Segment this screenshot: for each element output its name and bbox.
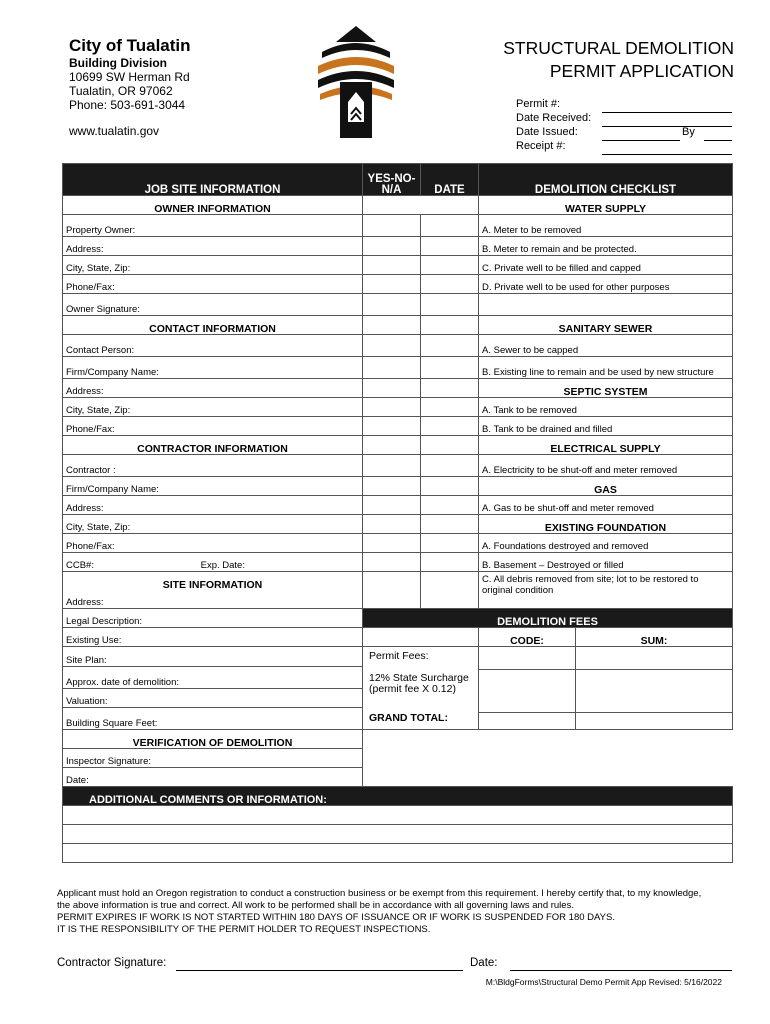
water-b-yesno[interactable] [363,237,421,256]
receipt-number-line[interactable] [602,154,732,155]
form-title-line1: STRUCTURAL DEMOLITION [503,38,734,58]
foundation-a-item: A. Foundations destroyed and removed [479,534,733,553]
contractor-ccb-field[interactable] [63,553,363,572]
contact-info-heading: CONTACT INFORMATION [63,316,363,335]
sanitary-sewer-heading: SANITARY SEWER [479,316,733,335]
septic-b-yesno[interactable] [363,417,421,436]
contractor-address-field[interactable]: Address: [63,496,363,515]
water-d-item: D. Private well to be used for other purposes [479,275,733,294]
foundation-b-date[interactable] [421,553,479,572]
permit-fee-code[interactable] [479,647,576,669]
permit-number-label: Permit #: [516,98,561,110]
owner-address-field[interactable]: Address: [63,237,363,256]
org-address1: 10699 SW Herman Rd [69,70,190,84]
yes-no-header: YES-NO-N/A [363,164,421,196]
owner-phone-field[interactable]: Phone/Fax: [63,275,363,294]
exp-date-label: Exp. Date: [200,559,245,571]
sewer-b-item: B. Existing line to remain and be used by new structure [479,357,733,379]
contact-person-field[interactable]: Contact Person: [63,335,363,357]
date-issued-label: Date Issued: [516,126,578,138]
spacer-cell [363,515,421,534]
water-b-item: B. Meter to remain and be protected. [479,237,733,256]
spacer-cell [421,294,479,316]
gas-a-yesno[interactable] [363,496,421,515]
verification-date-field[interactable]: Date: [63,768,363,787]
spacer-cell [363,294,421,316]
contact-city-field[interactable]: City, State, Zip: [63,398,363,417]
water-a-date[interactable] [421,215,479,237]
electrical-a-item: A. Electricity to be shut-off and meter removed [479,455,733,477]
electrical-a-date[interactable] [421,455,479,477]
spacer-cell [363,196,479,215]
form-footer: M:\BldgForms\Structural Demo Permit App Revised: 5/16/2022 [485,977,722,987]
existing-foundation-heading: EXISTING FOUNDATION [479,515,733,534]
date-received-row [516,112,732,127]
checklist-header: DEMOLITION CHECKLIST [479,164,733,196]
foundation-c-item: C. All debris removed from site; lot to be restored to original condition [479,572,733,609]
water-c-yesno[interactable] [363,256,421,275]
org-address2: Tualatin, OR 97062 [69,84,173,98]
legal-line-1: Applicant must hold an Oregon registration to conduct a construction business or be exempt from this requirement. I hereby certify that, to my knowledge, the above information is true and correct. All work to be performed shall be in accordance with all governing laws and rules. [57,888,702,911]
form-title [503,37,734,83]
fee-labels-cell [363,647,479,730]
water-c-date[interactable] [421,256,479,275]
spacer-cell [363,730,733,749]
fees-sum-header: SUM: [640,635,668,647]
water-a-item: A. Meter to be removed [479,215,733,237]
foundation-c-date[interactable] [421,572,479,609]
contractor-signature-label: Contractor Signature: [57,957,167,969]
owner-info-heading: OWNER INFORMATION [63,196,363,215]
form-title-line2: PERMIT APPLICATION [549,61,734,81]
spacer-cell [363,628,479,647]
water-d-yesno[interactable] [363,275,421,294]
signature-date-line[interactable] [510,970,732,971]
fees-code-header: CODE: [479,628,576,646]
gas-a-item: A. Gas to be shut-off and meter removed [479,496,733,515]
contact-firm-field[interactable]: Firm/Company Name: [63,357,363,379]
comments-heading: ADDITIONAL COMMENTS OR INFORMATION: [63,787,733,806]
job-site-header: JOB SITE INFORMATION [63,164,363,196]
spacer-cell [363,768,733,787]
sewer-b-yesno[interactable] [363,357,421,379]
legal-description-field[interactable]: Legal Description: [63,609,363,628]
foundation-c-yesno[interactable] [363,572,421,609]
septic-b-date[interactable] [421,417,479,436]
water-d-date[interactable] [421,275,479,294]
receipt-number-row [516,140,732,155]
valuation-field[interactable]: Valuation: [63,689,363,708]
spacer-cell [479,294,733,316]
signature-date-label: Date: [470,957,498,969]
contact-address-field[interactable]: Address: [63,379,363,398]
org-division: Building Division [69,56,167,70]
gas-a-date[interactable] [421,496,479,515]
septic-a-yesno[interactable] [363,398,421,417]
foundation-b-item: B. Basement – Destroyed or filled [479,553,733,572]
spacer-cell [363,436,421,455]
spacer-cell [421,477,479,496]
foundation-b-yesno[interactable] [363,553,421,572]
spacer-cell [421,316,479,335]
legal-notice [57,888,717,936]
sewer-a-yesno[interactable] [363,335,421,357]
water-b-date[interactable] [421,237,479,256]
fees-code-sum-header [479,628,733,647]
inspector-signature-field[interactable]: Inspector Signature: [63,749,363,768]
verification-heading: VERIFICATION OF DEMOLITION [63,730,363,749]
date-header: DATE [421,164,479,196]
receipt-number-label: Receipt #: [516,140,566,152]
org-phone: Phone: 503-691-3044 [69,98,186,112]
site-info-heading: SITE INFORMATION [63,572,363,591]
grand-total-sum[interactable] [576,713,732,729]
contractor-info-heading: CONTRACTOR INFORMATION [63,436,363,455]
spacer-cell [363,379,421,398]
city-logo-icon [314,22,398,142]
foundation-a-yesno[interactable] [363,534,421,553]
grand-total-code[interactable] [479,713,576,729]
contact-phone-field[interactable]: Phone/Fax: [63,417,363,436]
org-website[interactable]: www.tualatin.gov [69,124,160,138]
septic-b-item: B. Tank to be drained and filled [479,417,733,436]
foundation-a-date[interactable] [421,534,479,553]
water-supply-heading: WATER SUPPLY [479,196,733,215]
septic-system-heading: SEPTIC SYSTEM [479,379,733,398]
property-owner-field[interactable]: Property Owner: [63,215,363,237]
gas-heading: GAS [479,477,733,496]
date-issued-row [516,126,732,141]
surcharge-code[interactable] [479,670,576,712]
comments-line-2[interactable] [63,825,733,844]
owner-city-field[interactable]: City, State, Zip: [63,256,363,275]
contractor-firm-field[interactable]: Firm/Company Name: [63,477,363,496]
water-a-yesno[interactable] [363,215,421,237]
sewer-b-date[interactable] [421,357,479,379]
org-name: City of Tualatin [69,36,191,55]
fee-values-cell [479,647,733,730]
site-plan-field[interactable]: Site Plan: [63,647,363,667]
surcharge-label: 12% State Surcharge (permit fee X 0.12) [369,672,469,695]
existing-use-field[interactable]: Existing Use: [63,628,363,647]
demolition-fees-heading: DEMOLITION FEES [363,609,733,628]
water-c-item: C. Private well to be filled and capped [479,256,733,275]
septic-a-date[interactable] [421,398,479,417]
permit-fees-label: Permit Fees: [369,650,429,662]
contractor-phone-field[interactable]: Phone/Fax: [63,534,363,553]
legal-line-3: IT IS THE RESPONSIBILITY OF THE PERMIT HOLDER TO REQUEST INSPECTIONS. [57,924,431,935]
legal-line-2: PERMIT EXPIRES IF WORK IS NOT STARTED WITHIN 180 DAYS OF ISSUANCE OR IF WORK IS SUSPENDED FOR 180 DAYS. [57,912,615,923]
sewer-a-date[interactable] [421,335,479,357]
electrical-supply-heading: ELECTRICAL SUPPLY [479,436,733,455]
spacer-cell [363,749,733,768]
spacer-cell [421,436,479,455]
site-address-field[interactable]: Address: [63,590,363,609]
grand-total-label: GRAND TOTAL: [369,712,448,724]
contractor-signature-line[interactable] [176,970,463,971]
septic-a-item: A. Tank to be removed [479,398,733,417]
permit-fee-sum[interactable] [576,647,732,669]
date-received-label: Date Received: [516,112,592,124]
by-label: By [682,126,695,138]
spacer-cell [363,477,421,496]
permit-form-table [62,163,733,863]
contractor-city-field[interactable]: City, State, Zip: [63,515,363,534]
electrical-a-yesno[interactable] [363,455,421,477]
spacer-cell [363,316,421,335]
comments-line-3[interactable] [63,844,733,863]
approx-date-field[interactable]: Approx. date of demolition: [63,667,363,689]
spacer-cell [421,379,479,398]
square-feet-field[interactable]: Building Square Feet: [63,708,363,730]
contractor-field[interactable]: Contractor : [63,455,363,477]
ccb-label: CCB#: [66,559,94,571]
surcharge-sum[interactable] [576,670,732,712]
sewer-a-item: A. Sewer to be capped [479,335,733,357]
permit-number-row [516,98,732,113]
comments-line-1[interactable] [63,806,733,825]
spacer-cell [421,515,479,534]
owner-signature-field[interactable]: Owner Signature: [63,294,363,316]
